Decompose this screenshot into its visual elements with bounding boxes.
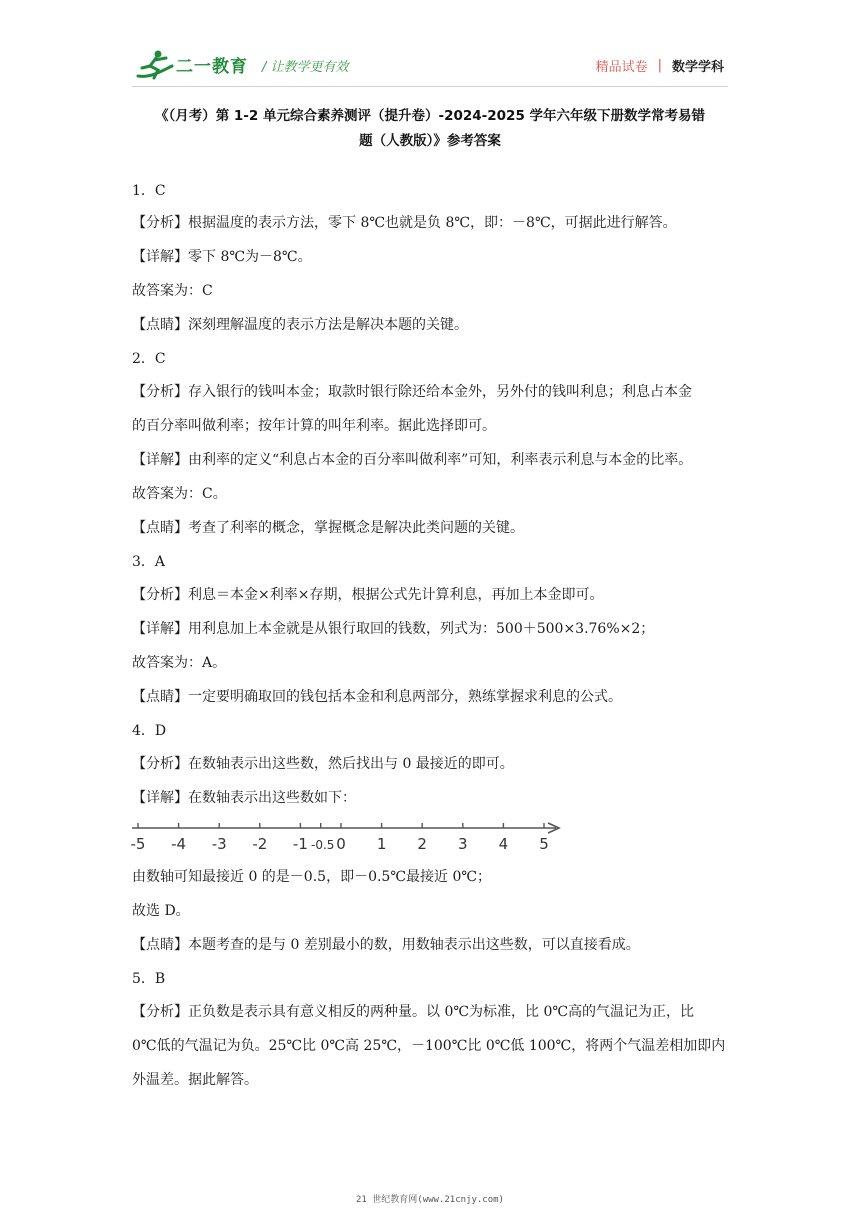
page-header: [0, 0, 860, 92]
answer-2-analysis-2: 的百分率叫做利率；按年计算的叫年利率。据此选择即可。: [132, 418, 496, 434]
answer-2-result: 故答案为：C。: [132, 486, 227, 502]
header-subject: 数学学科: [671, 60, 724, 75]
number-line-label: 2: [417, 835, 427, 853]
number-line-label: 5: [539, 835, 549, 853]
brand-name: 二一教育: [176, 57, 248, 77]
answer-3-analysis: 【分析】利息＝本金×利率×存期，根据公式先计算利息，再加上本金即可。: [132, 587, 604, 603]
answer-4-detail: 【详解】在数轴表示出这些数如下：: [132, 790, 356, 806]
number-line-label: -2: [252, 835, 268, 853]
answer-3-result: 故答案为：A。: [132, 655, 227, 671]
number-line-figure: [128, 818, 568, 858]
answer-5-analysis-2: 0℃低的气温记为负。25℃比 0℃高 25℃，－100℃比 0℃低 100℃，将两个气温差相加即内: [132, 1038, 726, 1054]
number-line-label: -4: [171, 835, 187, 853]
answer-1-comment: 【点睛】深刻理解温度的表示方法是解决本题的关键。: [132, 317, 468, 333]
number-line-label: 1: [376, 835, 387, 853]
answer-1-analysis: 【分析】根据温度的表示方法，零下 8℃也就是负 8℃，即：－8℃，可据此进行解答。: [132, 215, 677, 231]
header-right: [596, 56, 724, 75]
number-line-label: -1: [292, 835, 308, 853]
answer-3-comment: 【点睛】一定要明确取回的钱包括本金和利息两部分，熟练掌握求利息的公式。: [132, 689, 622, 705]
number-line-label: -3: [211, 835, 227, 853]
answer-4-conclusion: 由数轴可知最接近 0 的是－0.5，即－0.5℃最接近 0℃；: [132, 869, 492, 885]
answer-1-detail: 【详解】零下 8℃为－8℃。: [132, 249, 312, 265]
answer-5-analysis-1: 【分析】正负数是表示具有意义相反的两种量。以 0℃为标准，比 0℃高的气温记为正，比: [132, 1004, 695, 1020]
title-line-1: 《（月考）第 1-2 单元综合素养测评（提升卷）-2024-2025 学年六年级下册数学常考易错: [154, 108, 706, 124]
answer-5-analysis-3: 外温差。据此解答。: [132, 1072, 258, 1088]
answer-2-heading: 2．C: [132, 351, 166, 367]
header-tag: 精品试卷: [595, 60, 648, 75]
number-line-label: 3: [458, 835, 468, 853]
answer-4-analysis: 【分析】在数轴表示出这些数，然后找出与 0 最接近的即可。: [132, 756, 514, 772]
answer-4-result: 故选 D。: [132, 903, 190, 919]
answer-5-heading: 5．B: [132, 971, 166, 987]
number-line-label: -0.5: [310, 838, 335, 852]
answer-4-heading: 4．D: [132, 723, 167, 739]
number-line-label: -5: [130, 835, 146, 853]
answer-2-detail: 【详解】由利率的定义“利息占本金的百分率叫做利率”可知，利率表示利息与本金的比率。: [132, 452, 693, 468]
answer-3-detail: 【详解】用利息加上本金就是从银行取回的钱数，列式为：500＋500×3.76%×2；: [132, 621, 655, 637]
answer-3-heading: 3．A: [132, 554, 166, 570]
number-line-label: 0: [336, 835, 346, 853]
header-divider: [132, 86, 728, 87]
page-footer: 21 世纪教育网(www.21cnjy.com): [356, 1195, 504, 1205]
title-line-2: 题（人教版）》参考答案: [359, 133, 501, 149]
answer-1-heading: 1．C: [132, 183, 166, 199]
number-line-label: 4: [498, 835, 509, 853]
answer-4-comment: 【点睛】本题考查的是与 0 差别最小的数，用数轴表示出这些数，可以直接看成。: [132, 937, 640, 953]
answer-2-comment: 【点睛】考查了利率的概念，掌握概念是解决此类问题的关键。: [132, 520, 524, 536]
header-separator: |: [657, 58, 662, 73]
document-title: [132, 104, 728, 154]
answer-1-result: 故答案为：C: [132, 283, 213, 299]
answer-2-analysis-1: 【分析】存入银行的钱叫本金；取款时银行除还给本金外，另外付的钱叫利息；利息占本金: [132, 384, 692, 400]
brand-slogan: / 让教学更有效: [262, 60, 349, 75]
